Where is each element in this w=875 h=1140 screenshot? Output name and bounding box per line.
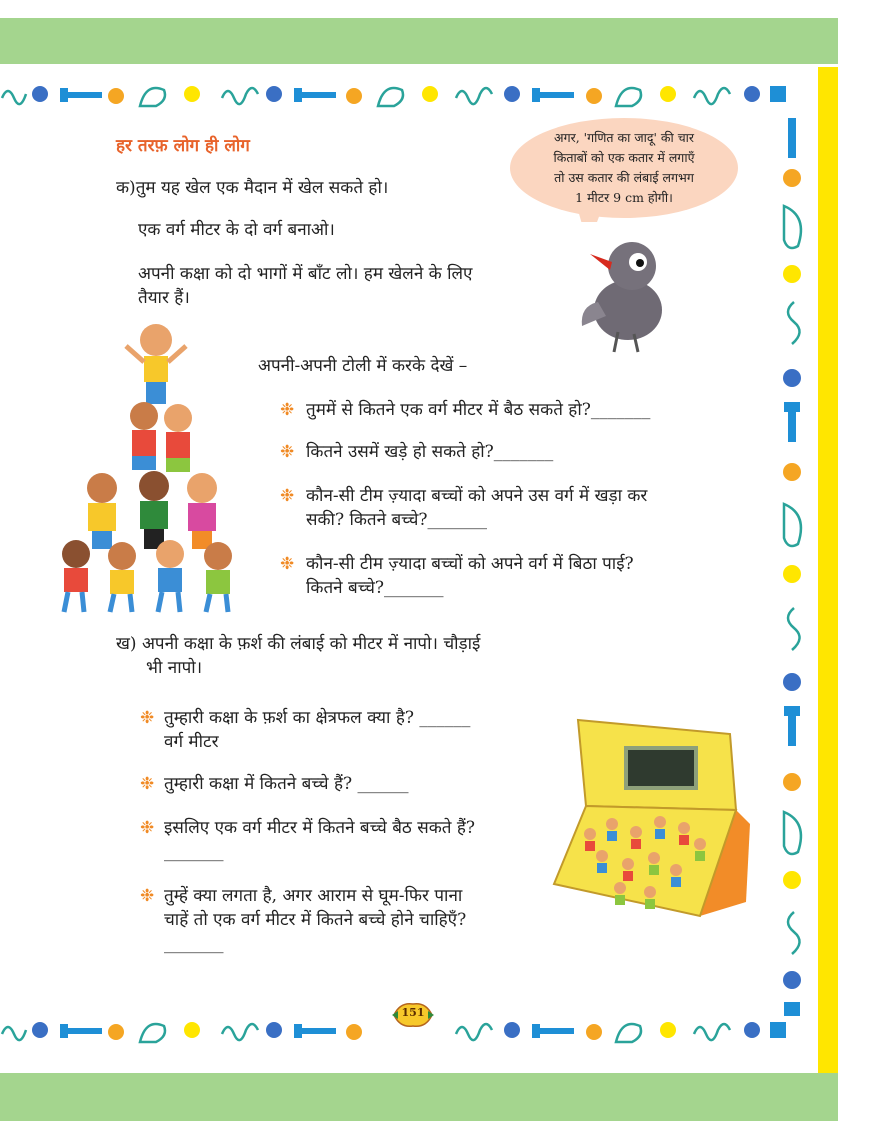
speech-bubble-text: [508, 128, 740, 208]
bullet-star-icon: ❉: [280, 554, 295, 574]
bullet-star-icon: ❉: [280, 400, 295, 420]
children-on-square-illustration: [550, 714, 752, 920]
speech-line-3: तो उस कतार की लंबाई लगभग: [554, 170, 694, 185]
speech-line-4: 1 मीटर 9 cm होगी।: [575, 190, 673, 205]
part-b-question-4-line1: तुम्हें क्या लगता है, अगर आराम से घूम-फिर पाना: [164, 886, 463, 906]
bullet-star-icon: ❉: [140, 886, 155, 906]
part-a-question-3-line1: कौन-सी टीम ज़्यादा बच्चों को अपने उस वर्ग में खड़ा कर: [306, 486, 648, 506]
part-b-intro-line2: भी नापो।: [146, 658, 203, 678]
speech-line-2: किताबों को एक कतार में लगाएँ: [553, 150, 695, 165]
part-b-question-1-line2: वर्ग मीटर: [164, 732, 219, 752]
part-a-question-4-line1: कौन-सी टीम ज़्यादा बच्चों को अपने वर्ग में बिठा पाई?: [306, 554, 634, 574]
human-pyramid-illustration: [52, 318, 262, 614]
part-b-question-4-line2: चाहें तो एक वर्ग मीटर में कितने बच्चे होने चाहिएँ?: [164, 910, 467, 930]
right-decorative-border: [772, 112, 816, 1018]
part-a-question-1: तुममें से कितने एक वर्ग मीटर में बैठ सकते हो?_______: [306, 400, 651, 420]
bullet-star-icon: ❉: [280, 486, 295, 506]
bottom-band: [0, 1073, 838, 1121]
section-heading: हर तरफ़ लोग ही लोग: [116, 136, 250, 156]
part-b-question-2: तुम्हारी कक्षा में कितने बच्चे हैं? ______: [164, 774, 409, 794]
part-b-question-1-line1: तुम्हारी कक्षा के फ़र्श का क्षेत्रफल क्या है? ______: [164, 708, 471, 728]
part-a-intro: क)तुम यह खेल एक मैदान में खेल सकते हो।: [116, 178, 389, 198]
part-b-question-3-line1: इसलिए एक वर्ग मीटर में कितने बच्चे बैठ सकते हैं?: [164, 818, 475, 838]
bullet-star-icon: ❉: [280, 442, 295, 462]
top-decorative-border: [0, 78, 800, 112]
part-a-question-4-line2: कितने बच्चे?_______: [306, 578, 444, 598]
part-a-instruction-2-line2: तैयार हैं।: [138, 288, 190, 308]
speech-line-1: अगर, 'गणित का जादू' की चार: [554, 130, 694, 145]
part-b-question-3-line2: _______: [164, 842, 224, 862]
part-a-question-2: कितने उसमें खड़े हो सकते हो?_______: [306, 442, 554, 462]
bullet-star-icon: ❉: [140, 708, 155, 728]
try-in-groups-label: अपनी-अपनी टोली में करके देखें –: [258, 356, 468, 376]
bird-illustration: [578, 232, 672, 356]
top-band: [0, 18, 838, 64]
page-number: 151: [401, 1006, 425, 1019]
part-a-question-3-line2: सकी? कितने बच्चे?_______: [306, 510, 487, 530]
right-yellow-bar: [818, 67, 838, 1073]
part-a-instruction-1: एक वर्ग मीटर के दो वर्ग बनाओ।: [138, 220, 335, 240]
bullet-star-icon: ❉: [140, 818, 155, 838]
part-b-intro-line1: ख) अपनी कक्षा के फ़र्श की लंबाई को मीटर में नापो। चौड़ाई: [116, 634, 481, 654]
bullet-star-icon: ❉: [140, 774, 155, 794]
part-b-question-4-line3: _______: [164, 934, 224, 954]
part-a-instruction-2-line1: अपनी कक्षा को दो भागों में बाँट लो। हम खेलने के लिए: [138, 264, 473, 284]
